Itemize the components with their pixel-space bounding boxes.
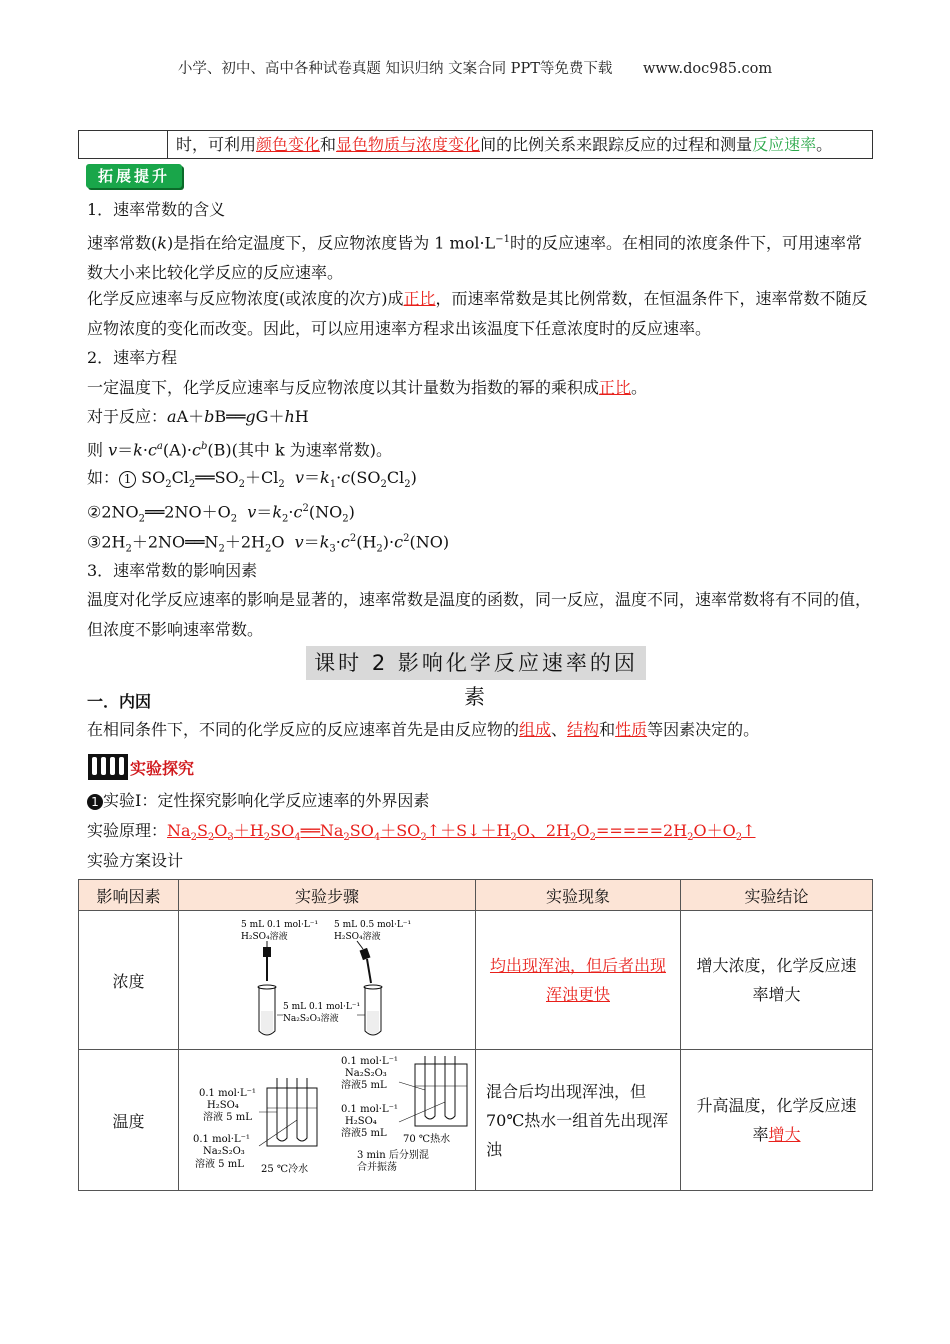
experiment-design: 实验方案设计 <box>87 851 184 870</box>
table-row <box>79 911 873 1050</box>
section3-paragraph: 温度对化学反应速率的影响是显著的，速率常数是温度的函数，同一反应，温度不同，速率常数将有不同的值，但浓度不影响速率常数。 <box>87 590 872 639</box>
header-phenomenon: 实验现象 <box>476 880 681 911</box>
svg-text:H₂SO₄溶液: H₂SO₄溶液 <box>241 932 288 942</box>
factor-concentration: 浓度 <box>79 911 179 1050</box>
header-factor: 影响因素 <box>79 880 179 911</box>
beaker-cold <box>267 1088 317 1146</box>
experiment-icon <box>86 752 198 782</box>
phenomenon-temperature: 混合后均出现浑浊，但70℃热水一组首先出现浑浊 <box>476 1050 681 1191</box>
table-header-row <box>79 880 873 911</box>
svg-text:溶液5 mL: 溶液5 mL <box>341 1080 387 1091</box>
factor-temperature: 温度 <box>79 1050 179 1191</box>
svg-text:5 mL 0.1 mol·L⁻¹: 5 mL 0.1 mol·L⁻¹ <box>241 920 319 930</box>
svg-text:0.1 mol·L⁻¹: 0.1 mol·L⁻¹ <box>341 1104 398 1115</box>
section2-heading: 2．速率方程 <box>87 348 178 367</box>
example-3: $③2H_2+2NO══N_2+2H_2O$ $v=k_3\cdot c^2(H_2)\cdot c^2(NO)$ <box>87 532 450 555</box>
page-header <box>0 57 950 78</box>
temperature-diagram <box>179 1050 473 1186</box>
phenomenon-concentration: 均出现浑浊，但后者出现浑浊更快 <box>476 911 681 1050</box>
header-conclusion: 实验结论 <box>681 880 873 911</box>
experiment-icon-label: 实验探究 <box>130 759 195 778</box>
svg-text:5 mL 0.1 mol·L⁻¹: 5 mL 0.1 mol·L⁻¹ <box>283 1002 361 1012</box>
section1-paragraph1: 速率常数(k)是指在给定温度下，反应物浓度皆为 1 $mol\cdot L^{-1}$时的反应速率。在相同的浓度条件下，可用速率常数大小来比较化学反应的反应速率。 <box>87 233 862 283</box>
lesson-title: 课时 2 影响化学反应速率的因素 <box>306 646 646 680</box>
part1-heading: 一．内因 <box>87 692 152 711</box>
experiment1-title: 1 实验Ⅰ：定性探究影响化学反应速率的外界因素 <box>87 786 877 816</box>
svg-text:Na₂S₂O₃溶液: Na₂S₂O₃溶液 <box>283 1014 339 1024</box>
svg-text:溶液5 mL: 溶液5 mL <box>341 1128 387 1139</box>
svg-text:3 min 后分别混: 3 min 后分别混 <box>357 1150 429 1161</box>
svg-text:溶液 5 mL: 溶液 5 mL <box>195 1159 244 1170</box>
svg-text:25 ℃冷水: 25 ℃冷水 <box>261 1164 309 1175</box>
beaker-hot <box>415 1064 467 1126</box>
empty-cell <box>79 131 168 158</box>
section1-paragraph2: 化学反应速率与反应物浓度(或浓度的次方)成正比，而速率常数是其比例常数，在恒温条件下，速率常数不随反应物浓度的变化而改变。因此，可以应用速率方程求出该温度下任意浓度时的反应速率。 <box>87 289 868 338</box>
experiment-table <box>78 879 873 1191</box>
header-url[interactable]: www.doc985.com <box>642 61 773 77</box>
table-row <box>79 1050 873 1191</box>
svg-text:5 mL 0.5 mol·L⁻¹: 5 mL 0.5 mol·L⁻¹ <box>334 920 412 930</box>
section3-heading: 3．速率常数的影响因素 <box>87 561 258 580</box>
svg-text:H₂SO₄: H₂SO₄ <box>207 1100 239 1111</box>
svg-text:溶液 5 mL: 溶液 5 mL <box>203 1112 252 1123</box>
svg-text:Na₂S₂O₃: Na₂S₂O₃ <box>203 1146 245 1157</box>
header-steps: 实验步骤 <box>179 880 476 911</box>
part1-paragraph: 在相同条件下，不同的化学反应的反应速率首先是由反应物的组成、结构和性质等因素决定的。 <box>87 720 760 739</box>
section2-paragraph1: 一定温度下，化学反应速率与反应物浓度以其计量数为指数的幂的乘积成正比。 <box>87 378 648 397</box>
concentration-diagram <box>179 911 473 1045</box>
continued-table-row <box>78 130 873 159</box>
svg-text:0.1 mol·L⁻¹: 0.1 mol·L⁻¹ <box>199 1088 256 1099</box>
steps-diagram-cell <box>179 911 476 1050</box>
conclusion-concentration: 增大浓度，化学反应速率增大 <box>681 911 873 1050</box>
svg-text:70 ℃热水: 70 ℃热水 <box>403 1134 451 1145</box>
general-reaction: 对于反应：aA＋bB══gG＋hH <box>87 407 309 426</box>
example-1: 如： 1 $SO_2Cl_2══SO_2+Cl_2$ $v=k_1\cdot c(SO_2Cl_2)$ <box>87 468 417 491</box>
svg-text:0.1 mol·L⁻¹: 0.1 mol·L⁻¹ <box>341 1056 398 1067</box>
table-cell-text: 时，可利用颜色变化和显色物质与浓度变化间的比例关系来跟踪反应的过程和测量反应速率。 <box>176 135 833 154</box>
rate-equation: 则 $v=k\cdot c^a(A)\cdot c^b(B)$(其中 k 为速率常数)。 <box>87 440 392 460</box>
experiment-principle: 实验原理：$Na_2S_2O_3+H_2SO_4══Na_2SO_4+SO_2↑+S↓+H_2O$、$2H_2O_2=====2H_2O+O_2↑$ <box>87 821 756 844</box>
example-2: $②2NO_2══2NO+O_2$ $v=k_2\cdot c^2(NO_2)$ <box>87 502 355 525</box>
svg-text:合并振荡: 合并振荡 <box>357 1162 397 1173</box>
steps-diagram-cell <box>179 1050 476 1191</box>
header-text: 小学、初中、高中各种试卷真题 知识归纳 文案合同 PPT等免费下载 <box>177 61 613 77</box>
svg-text:H₂SO₄: H₂SO₄ <box>345 1116 377 1127</box>
section1-heading: 1．速率常数的含义 <box>87 200 226 219</box>
dropper-bulb-left <box>263 947 271 957</box>
svg-text:Na₂S₂O₃: Na₂S₂O₃ <box>345 1068 387 1079</box>
conclusion-temperature: 升高温度，化学反应速率增大 <box>681 1050 873 1191</box>
svg-text:0.1 mol·L⁻¹: 0.1 mol·L⁻¹ <box>193 1134 250 1145</box>
extension-banner: 拓展提升 <box>86 164 182 188</box>
dropper-bulb-right <box>360 948 371 960</box>
svg-text:H₂SO₄溶液: H₂SO₄溶液 <box>334 932 381 942</box>
